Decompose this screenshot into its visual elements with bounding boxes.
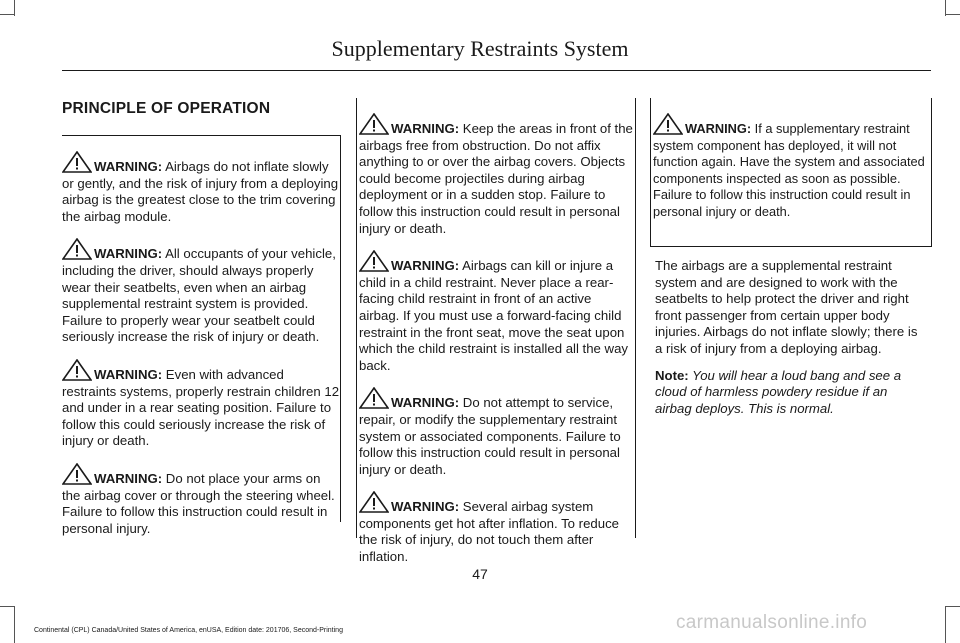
crop-mark [946, 14, 960, 15]
warning-text: If a supplementary restraint system component has deployed, it will not function again. Have the system and associated components inspected as soon as possible. Failure to follow this instruction could result in personal injury or death. [653, 121, 925, 219]
crop-mark [945, 606, 946, 643]
warning-triangle-icon [359, 253, 389, 273]
warning-label: WARNING: [94, 159, 163, 174]
warning-block [359, 253, 635, 374]
warning-text: Do not place your arms on the airbag cover or through the steering wheel. Failure to follow this instruction could result in personal injury. [62, 470, 335, 536]
paragraph: The airbags are a supplemental restraint system and are designed to work with the seatbelts to help protect the driver and right front passenger from certain upper body injuries. Airbags do not inflate slowly; there is a risk of injury from a deploying airbag. [655, 258, 918, 356]
warning-triangle-icon [653, 116, 683, 136]
header-divider [62, 70, 931, 71]
warning-label: WARNING: [685, 121, 752, 136]
section-heading: PRINCIPLE OF OPERATION [62, 100, 271, 117]
warning-label: WARNING: [94, 366, 163, 382]
page-number: 47 [472, 566, 488, 582]
watermark: carmanualsonline.info [676, 612, 868, 633]
page-title: Supplementary Restraints System [331, 36, 629, 61]
warning-label: WARNING: [391, 258, 460, 274]
warning-label: WARNING: [94, 470, 163, 486]
warning-triangle-icon [359, 390, 389, 410]
crop-mark [0, 606, 14, 607]
crop-mark [14, 0, 15, 16]
warning-text: Several airbag system components get hot after inflation. To reduce the risk of injury, do not touch them after inflation. [359, 499, 620, 565]
warning-triangle-icon [62, 154, 92, 174]
warning-text: Do not attempt to service, repair, or modify the supplementary restraint system or associated components. Failure to follow this instruction could result in personal injury or death. [359, 395, 621, 477]
warning-block [62, 241, 340, 346]
warning-column-2 [356, 98, 636, 565]
warning-text: Even with advanced restraints systems, properly restrain children 12 and under in a rear seating position. Failure to follow this could seriously increase the risk of injury or death. [62, 366, 340, 449]
warning-triangle-icon [359, 494, 389, 514]
warning-label: WARNING: [391, 395, 460, 411]
crop-mark [0, 14, 14, 15]
warning-column-1 [62, 135, 341, 536]
warning-triangle-icon [359, 116, 389, 136]
warning-block [359, 494, 635, 565]
warning-block [359, 390, 635, 478]
warning-text: All occupants of your vehicle, including the driver, should always properly wear their seatbelts, even when an airbag supplemental restraint system is provided. Failure to properly wear your seatbelt could seriously increase the risk of injury or death. [62, 246, 336, 345]
crop-mark [14, 606, 15, 643]
warning-triangle-icon [62, 466, 92, 486]
warning-text: Airbags do not inflate slowly or gently, and the risk of injury from a deploying airbag is the greatest close to the trim covering the airbag module. [62, 159, 339, 224]
warning-text: Keep the areas in front of the airbags free from obstruction. Do not affix anything to or over the airbag covers. Objects could become projectiles during airbag deployment or in a sudden stop. Failure to follow this instruction could result in personal injury or death. [359, 121, 633, 236]
note-text: You will hear a loud bang and see a cloud of harmless powdery residue if an airbag deploys. This is normal. [655, 367, 902, 416]
warning-label: WARNING: [391, 499, 460, 515]
warning-block [653, 116, 931, 221]
warning-triangle-icon [62, 241, 92, 261]
warning-column-3 [650, 98, 932, 247]
warning-block [62, 362, 340, 450]
note-label: Note: [655, 367, 689, 383]
note [655, 368, 927, 418]
warning-block [359, 116, 635, 237]
crop-mark [946, 606, 960, 607]
warning-label: WARNING: [94, 246, 163, 262]
warning-text: Airbags can kill or injure a child in a child restraint. Never place a rear-facing child restraint in front of an active airbag. If you must use a forward-facing child restraint in the front seat, move the seat upon which the child restraint is installed all the way back. [359, 258, 629, 373]
warning-block [62, 154, 340, 225]
body-text [655, 258, 927, 427]
warning-label: WARNING: [391, 121, 460, 136]
warning-triangle-icon [62, 362, 92, 382]
footer-text: Continental (CPL) Canada/United States of America, enUSA, Edition date: 201706, Second-Printing [34, 627, 343, 634]
warning-block [62, 466, 340, 537]
